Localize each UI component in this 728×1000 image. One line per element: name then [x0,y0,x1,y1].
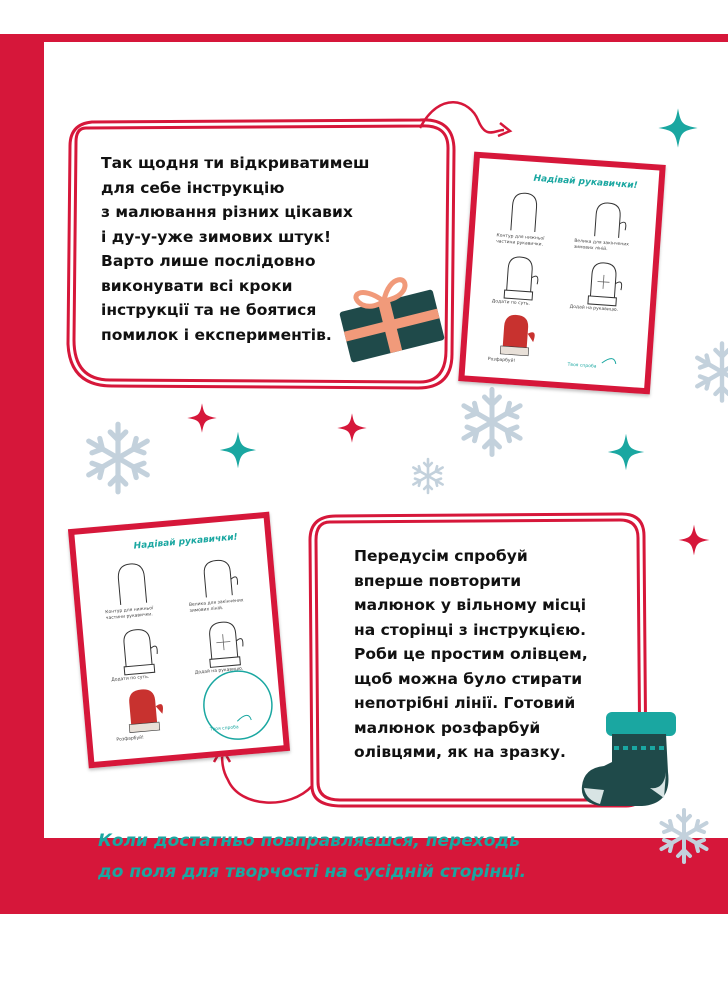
bottom-text-line: непотрібні лінії. Готовий [354,694,576,712]
top-text-line: з малювання різних цікавих [101,203,353,221]
card-step: Велика для закінчених зимових ліній. [188,598,244,614]
card-step: Контур для нижньої частини рукавички. [105,606,154,622]
card-step: Додай на рукавицю. [569,304,619,313]
card-footer: Твоя спроба [209,725,239,733]
top-text-line: Варто лише послідовно [101,252,316,270]
bottom-arrow [222,752,312,803]
top-text-line: помилок і експериментів. [101,325,332,344]
bottom-text-line: Передусім спробуй [354,547,528,565]
card-step: Велика для закінчених зимових ліній. [573,238,630,253]
card-title: Надівай рукавички! [533,173,638,192]
top-text-line: інструкції та не боятися [101,301,317,319]
card-title: Надівай рукавички! [133,532,239,552]
top-text-line: Так щодня ти відкриватимеш [101,154,370,172]
card-step: Додати по суть. [491,299,531,307]
bottom-text-line: на сторінці з інструкцією. [354,620,586,639]
card-step: Контур для нижньої частини рукавички. [495,233,545,248]
card-step: Розфарбуй! [487,357,516,364]
bottom-text-line: малюнок у вільному місці [354,596,587,614]
bottom-text-line: Роби це простим олівцем, [354,645,588,663]
top-text-line: і ду-у-уже зимових штук! [101,227,332,246]
instruction-card-top [458,152,666,395]
instruction-card-bottom [68,512,290,769]
card-step: Розфарбуй! [116,735,145,743]
top-text-line: виконувати всі кроки [101,276,293,295]
bottom-caption [98,826,658,888]
top-bubble-text [101,151,381,347]
bottom-text-line: вперше повторити [354,571,522,590]
caption-line: до поля для творчості на сусідній сторінці. [98,862,527,882]
caption-line: Коли достатньо повправляєшся, переходь [98,831,520,851]
bottom-text-line: малюнок розфарбуй [354,718,541,737]
card-step: Додати по суть. [111,674,150,684]
top-text-line: для себе інструкцію [101,178,285,197]
bottom-text-line: олівцями, як на зразку. [354,743,566,761]
card-step: Додай на рукавицю. [194,666,244,676]
bottom-text-line: щоб можна було стирати [354,669,583,688]
bottom-bubble-text [354,544,624,765]
card-footer: Твоя спроба [567,362,597,370]
